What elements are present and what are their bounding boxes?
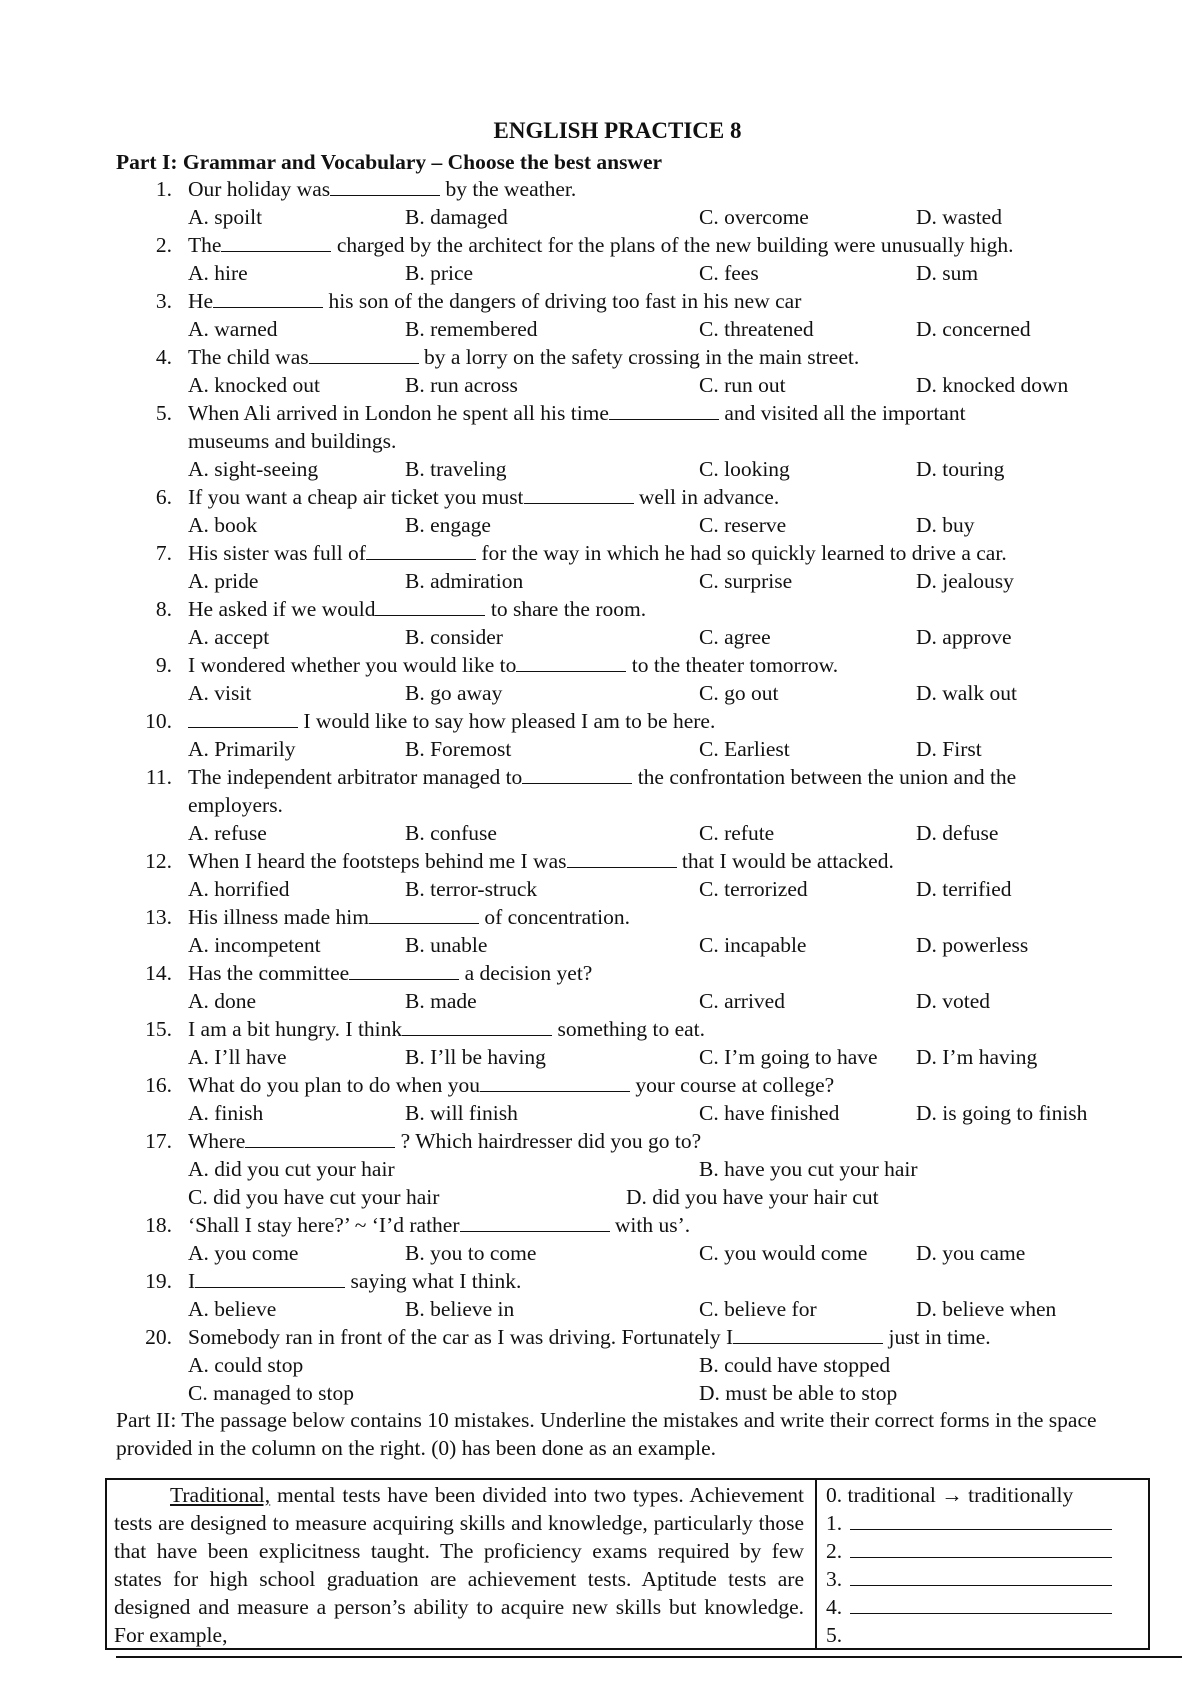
answer-option: A. hire — [188, 261, 248, 285]
page-title: ENGLISH PRACTICE 8 — [493, 118, 742, 143]
answer-label: 4. — [826, 1595, 843, 1619]
stem-before-blank: Has the committee — [188, 961, 350, 985]
answer-option: C. run out — [699, 373, 786, 397]
answer-option: A. sight-seeing — [188, 457, 319, 481]
question-continuation: museums and buildings. — [188, 429, 397, 453]
answer-option: B. run across — [405, 373, 518, 397]
answer-option: A. horrified — [188, 877, 290, 901]
stem-after-blank: with us’. — [614, 1213, 691, 1237]
answer-option: C. I’m going to have — [699, 1045, 878, 1069]
passage-text — [114, 1481, 804, 1649]
answer-option: B. go away — [405, 681, 503, 705]
stem-before-blank: He asked if we would — [188, 597, 376, 621]
answer-option: B. could have stopped — [699, 1353, 891, 1377]
question-number: 6. — [155, 485, 172, 509]
answer-option: B. have you cut your hair — [699, 1157, 918, 1181]
stem-before-blank: He — [188, 289, 214, 313]
answer-line[interactable] — [850, 1539, 1112, 1558]
answer-option: A. Primarily — [188, 737, 296, 761]
answer-option: D. you came — [916, 1241, 1026, 1265]
stem-before-blank: I wondered whether you would like to — [188, 653, 517, 677]
answer-option: B. consider — [405, 625, 503, 649]
stem-after-blank: something to eat. — [557, 1017, 706, 1041]
answer-option: C. agree — [699, 625, 771, 649]
question-number: 2. — [155, 233, 172, 257]
answer-option: D. jealousy — [916, 569, 1014, 593]
question-stem — [188, 1324, 991, 1350]
stem-after-blank: by a lorry on the safety crossing in the main street. — [423, 345, 860, 369]
answer-label: 1. — [826, 1511, 843, 1535]
part2-instructions: Part II: The passage below contains 10 mistakes. Underline the mistakes and write their correct forms in the space provided in the column on the right. (0) has been done as an example. — [116, 1408, 1097, 1460]
answer-row — [826, 1537, 1112, 1565]
stem-after-blank: for the way in which he had so quickly learned to drive a car. — [481, 541, 1007, 565]
answer-blank — [245, 1129, 395, 1148]
answer-blank — [221, 233, 331, 252]
answer-option: C. arrived — [699, 989, 785, 1013]
answer-option: D. voted — [916, 989, 991, 1013]
question-stem — [188, 288, 801, 314]
question-number: 8. — [155, 597, 172, 621]
table-divider — [815, 1478, 817, 1650]
question-number: 11. — [145, 765, 172, 789]
answer-option: A. visit — [188, 681, 252, 705]
stem-after-blank: saying what I think. — [350, 1269, 522, 1293]
answer-blank — [213, 289, 323, 308]
question-number: 9. — [155, 653, 172, 677]
question-number: 4. — [155, 345, 172, 369]
answer-option: C. surprise — [699, 569, 793, 593]
question-number: 10. — [145, 709, 172, 733]
stem-before-blank: Somebody ran in front of the car as I was driving. Fortunately I — [188, 1325, 734, 1349]
part1-heading: Part I: Grammar and Vocabulary – Choose the best answer — [116, 150, 663, 174]
answer-option: B. admiration — [405, 569, 524, 593]
answer-option: C. threatened — [699, 317, 814, 341]
stem-after-blank: just in time. — [888, 1325, 991, 1349]
answer-row — [826, 1621, 842, 1649]
stem-after-blank: your course at college? — [635, 1073, 835, 1097]
answer-label: 5. — [826, 1623, 843, 1647]
answer-option: D. buy — [916, 513, 975, 537]
stem-after-blank: of concentration. — [484, 905, 630, 929]
answer-option: A. refuse — [188, 821, 267, 845]
stem-before-blank: The — [188, 233, 222, 257]
answer-option: D. walk out — [916, 681, 1017, 705]
answer-option: D. wasted — [916, 205, 1002, 229]
answer-option: C. you would come — [699, 1241, 868, 1265]
question-number: 19. — [145, 1269, 172, 1293]
answer-option: B. believe in — [405, 1297, 515, 1321]
answer-option: C. looking — [699, 457, 790, 481]
stem-before-blank: I am a bit hungry. I think — [188, 1017, 403, 1041]
answer-option: D. is going to finish — [916, 1101, 1088, 1125]
stem-before-blank: His illness made him — [188, 905, 369, 929]
answer-option: C. overcome — [699, 205, 809, 229]
answer-option: C. Earliest — [699, 737, 790, 761]
answer-label: 2. — [826, 1539, 843, 1563]
answer-label: 0. traditional → traditionally — [826, 1483, 1074, 1507]
answer-option: D. First — [916, 737, 982, 761]
stem-after-blank: I would like to say how pleased I am to be here. — [303, 709, 716, 733]
stem-after-blank: by the weather. — [445, 177, 577, 201]
stem-after-blank: to share the room. — [490, 597, 647, 621]
answer-option: C. managed to stop — [188, 1381, 355, 1405]
answer-line[interactable] — [850, 1511, 1112, 1530]
answer-option: A. accept — [188, 625, 270, 649]
question-number: 12. — [145, 849, 172, 873]
question-stem — [188, 1072, 834, 1098]
question-stem — [188, 652, 838, 678]
answer-blank — [402, 1017, 552, 1036]
answer-blank — [733, 1325, 883, 1344]
answer-option: D. must be able to stop — [699, 1381, 898, 1405]
question-stem — [188, 344, 859, 370]
stem-after-blank: charged by the architect for the plans of the new building were unusually high. — [336, 233, 1014, 257]
stem-after-blank: his son of the dangers of driving too fast in his new car — [328, 289, 802, 313]
question-stem — [188, 400, 966, 426]
answer-option: B. will finish — [405, 1101, 518, 1125]
answer-option: A. did you cut your hair — [188, 1157, 395, 1181]
answer-option: B. you to come — [405, 1241, 537, 1265]
bottom-rule — [116, 1656, 1182, 1658]
answer-option: B. damaged — [405, 205, 508, 229]
question-stem — [188, 708, 715, 734]
answer-row — [826, 1509, 1112, 1537]
question-stem — [188, 904, 630, 930]
answer-label: 3. — [826, 1567, 843, 1591]
stem-after-blank: that I would be attacked. — [681, 849, 894, 873]
answer-blank — [480, 1073, 630, 1092]
question-number: 7. — [155, 541, 172, 565]
stem-before-blank: Our holiday was — [188, 177, 331, 201]
answer-blank — [460, 1213, 610, 1232]
answer-option: D. believe when — [916, 1297, 1057, 1321]
answer-line[interactable] — [850, 1595, 1112, 1614]
question-stem — [188, 540, 1007, 566]
answer-option: A. pride — [188, 569, 259, 593]
question-number: 17. — [145, 1129, 172, 1153]
stem-after-blank: a decision yet? — [464, 961, 593, 985]
answer-option: D. I’m having — [916, 1045, 1038, 1069]
answer-option: D. knocked down — [916, 373, 1069, 397]
stem-before-blank: His sister was full of — [188, 541, 366, 565]
answer-option: B. Foremost — [405, 737, 512, 761]
question-stem — [188, 1016, 705, 1042]
answer-option: B. price — [405, 261, 474, 285]
stem-before-blank: If you want a cheap air ticket you must — [188, 485, 524, 509]
answer-option: B. unable — [405, 933, 488, 957]
answer-blank — [524, 485, 634, 504]
answer-option: B. confuse — [405, 821, 497, 845]
answer-option: D. approve — [916, 625, 1012, 649]
answer-option: D. concerned — [916, 317, 1031, 341]
answer-blank — [609, 401, 719, 420]
question-stem — [188, 960, 592, 986]
question-continuation: employers. — [188, 793, 283, 817]
answer-option: C. go out — [699, 681, 779, 705]
answer-option: A. knocked out — [188, 373, 320, 397]
answer-blank — [309, 345, 419, 364]
question-number: 3. — [155, 289, 172, 313]
question-number: 20. — [145, 1325, 172, 1349]
answer-option: B. made — [405, 989, 477, 1013]
stem-before-blank: When Ali arrived in London he spent all his time — [188, 401, 609, 425]
example-mistake: Traditional, — [170, 1483, 271, 1507]
answer-option: C. refute — [699, 821, 775, 845]
question-number: 16. — [145, 1073, 172, 1097]
answer-blank — [516, 653, 626, 672]
answer-option: C. believe for — [699, 1297, 817, 1321]
answer-blank — [366, 541, 476, 560]
stem-before-blank: When I heard the footsteps behind me I was — [188, 849, 567, 873]
stem-after-blank: well in advance. — [638, 485, 780, 509]
stem-after-blank: ? Which hairdresser did you go to? — [400, 1129, 702, 1153]
answer-option: B. remembered — [405, 317, 538, 341]
answer-blank — [349, 961, 459, 980]
stem-after-blank: to the theater tomorrow. — [631, 653, 839, 677]
answer-blank — [522, 765, 632, 784]
stem-before-blank: The child was — [188, 345, 309, 369]
answer-line[interactable] — [850, 1567, 1112, 1586]
question-number: 5. — [155, 401, 172, 425]
answer-row — [826, 1481, 1073, 1509]
question-stem — [188, 1268, 521, 1294]
answer-option: B. I’ll be having — [405, 1045, 546, 1069]
answer-option: C. terrorized — [699, 877, 808, 901]
answer-option: A. I’ll have — [188, 1045, 287, 1069]
answer-option: C. have finished — [699, 1101, 840, 1125]
answer-option: A. you come — [188, 1241, 299, 1265]
answer-option: A. warned — [188, 317, 278, 341]
answer-option: C. reserve — [699, 513, 787, 537]
stem-after-blank: and visited all the important — [724, 401, 966, 425]
answer-option: D. powerless — [916, 933, 1029, 957]
stem-before-blank: I — [188, 1269, 196, 1293]
stem-before-blank: What do you plan to do when you — [188, 1073, 480, 1097]
question-stem — [188, 764, 1016, 790]
answer-option: A. believe — [188, 1297, 277, 1321]
answer-option: A. book — [188, 513, 258, 537]
stem-before-blank: Where — [188, 1129, 246, 1153]
answer-option: A. could stop — [188, 1353, 304, 1377]
passage-body: mental tests have been divided into two types. Achievement tests are designed to measure acquiring skills and knowledge, particularly those that have been explicitness taught. The proficiency exams required by few states for high school graduation are achievement tests. Aptitude tests are designed and measure a person’s ability to acquire new skills but knowledge. For example, — [114, 1483, 804, 1647]
answer-blank — [188, 709, 298, 728]
answer-option: D. defuse — [916, 821, 999, 845]
answer-option: D. sum — [916, 261, 979, 285]
answer-option: B. traveling — [405, 457, 507, 481]
answer-blank — [330, 177, 440, 196]
answer-option: D. terrified — [916, 877, 1012, 901]
answer-option: B. engage — [405, 513, 491, 537]
question-number: 1. — [155, 177, 172, 201]
answer-option: C. did you have cut your hair — [188, 1185, 440, 1209]
question-number: 13. — [145, 905, 172, 929]
answer-option: A. done — [188, 989, 257, 1013]
question-stem — [188, 596, 646, 622]
answer-option: A. spoilt — [188, 205, 263, 229]
answer-option: A. incompetent — [188, 933, 321, 957]
answer-row — [826, 1565, 1112, 1593]
question-stem — [188, 1212, 690, 1238]
question-stem — [188, 232, 1013, 258]
answer-blank — [375, 597, 485, 616]
answer-option: C. fees — [699, 261, 759, 285]
answer-blank — [195, 1269, 345, 1288]
question-stem — [188, 1128, 701, 1154]
answer-blank — [567, 849, 677, 868]
stem-before-blank: The independent arbitrator managed to — [188, 765, 523, 789]
question-stem — [188, 176, 576, 202]
question-stem — [188, 484, 779, 510]
question-number: 14. — [145, 961, 172, 985]
answer-option: D. touring — [916, 457, 1005, 481]
answer-option: D. did you have your hair cut — [626, 1185, 879, 1209]
answer-option: A. finish — [188, 1101, 264, 1125]
answer-row — [826, 1593, 1112, 1621]
stem-after-blank: the confrontation between the union and the — [637, 765, 1017, 789]
question-number: 18. — [145, 1213, 172, 1237]
stem-before-blank: ‘Shall I stay here?’ ~ ‘I’d rather — [188, 1213, 460, 1237]
question-number: 15. — [145, 1017, 172, 1041]
answer-blank — [369, 905, 479, 924]
answer-option: B. terror-struck — [405, 877, 538, 901]
answer-option: C. incapable — [699, 933, 807, 957]
question-stem — [188, 848, 894, 874]
